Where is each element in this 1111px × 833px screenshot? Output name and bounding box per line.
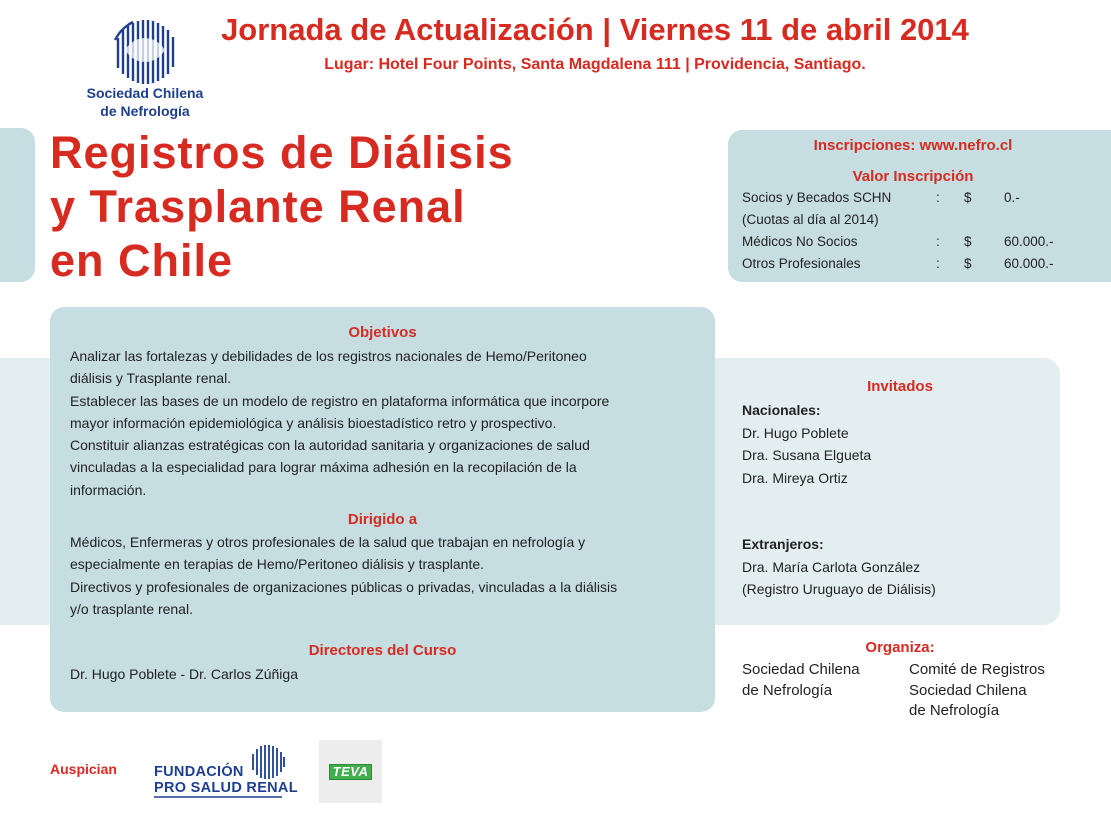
price-currency: $: [964, 234, 972, 249]
organizer-line: Sociedad Chilena: [742, 661, 860, 678]
price-currency: $: [964, 190, 972, 205]
decorative-band-top: [0, 128, 35, 282]
organizer-line: Comité de Registros: [909, 661, 1045, 678]
main-title: [50, 126, 514, 288]
objetivos-line: diálisis y Trasplante renal.: [70, 370, 232, 387]
price-row: [742, 212, 1102, 232]
invitados-nacionales: [742, 399, 871, 489]
objetivos-text: [70, 345, 700, 501]
valor-inscripcion-heading: Valor Inscripción: [852, 168, 974, 185]
objetivos-line: vinculadas a la especialidad para lograr máxima adhesión en la recopilación de la: [70, 459, 577, 476]
teva-wordmark: TEVA: [329, 764, 373, 780]
price-label: (Cuotas al día al 2014): [742, 212, 879, 227]
price-label: Otros Profesionales: [742, 256, 861, 271]
organizer-society: [742, 660, 860, 701]
invitados-extranjeros: [742, 533, 936, 601]
directores-heading: Directores del Curso: [308, 642, 457, 659]
organizer-line: Sociedad Chilena: [909, 681, 1027, 699]
event-place: Lugar: Hotel Four Points, Santa Magdalena 111 | Providencia, Santiago.: [324, 56, 866, 73]
dirigido-line: especialmente en terapias de Hemo/Peritoneo diálisis y trasplante.: [70, 556, 485, 573]
organizer-line: de Nefrología: [909, 702, 1000, 719]
dirigido-line: Directivos y profesionales de organizaciones públicas o privadas, vinculadas a la diálisis: [70, 578, 618, 595]
price-colon: :: [936, 234, 940, 249]
inscripciones-link[interactable]: Inscripciones: www.nefro.cl: [813, 137, 1013, 154]
main-title-line1: Registros de Diálisis: [50, 127, 514, 178]
price-amount: 60.000.-: [1004, 256, 1054, 271]
dirigido-line: y/o trasplante renal.: [70, 600, 193, 617]
price-label: Médicos No Socios: [742, 234, 858, 249]
objetivos-heading: Objetivos: [348, 324, 417, 341]
logo-text-line1: Sociedad Chilena: [86, 85, 204, 101]
price-row: [742, 256, 1102, 276]
price-label: Socios y Becados SCHN: [742, 190, 892, 205]
dirigido-line: Médicos, Enfermeras y otros profesionales de la salud que trabajan en nefrología y: [70, 534, 586, 550]
price-amount: 0.-: [1004, 190, 1020, 205]
objetivos-line: mayor información epidemiológica y análisis bioestadístico retro y prospectivo.: [70, 414, 557, 431]
fundacion-line2: PRO SALUD RENAL: [154, 780, 298, 796]
guest-name: Dra. María Carlota González: [742, 558, 921, 575]
price-colon: :: [936, 256, 940, 271]
price-row: [742, 234, 1102, 254]
dirigido-heading: Dirigido a: [347, 511, 418, 528]
dirigido-text: [70, 531, 700, 620]
organizer-committee: [909, 660, 1045, 722]
main-title-line2: y Trasplante Renal: [50, 181, 466, 232]
society-logo-text: [70, 84, 220, 120]
logo-text-line2: de Nefrología: [100, 103, 190, 119]
directores-names: Dr. Hugo Poblete - Dr. Carlos Zúñiga: [70, 666, 298, 682]
guest-name: Dr. Hugo Poblete: [742, 424, 849, 441]
price-amount: 60.000.-: [1004, 234, 1054, 249]
guest-name: Dra. Mireya Ortiz: [742, 469, 848, 486]
objetivos-line: información.: [70, 481, 147, 498]
organizer-line: de Nefrología: [742, 681, 833, 699]
guest-name: Dra. Susana Elgueta: [742, 447, 872, 463]
auspician-label: Auspician: [50, 761, 117, 777]
main-title-line3: en Chile: [50, 235, 234, 286]
price-currency: $: [964, 256, 972, 271]
guest-affiliation: (Registro Uruguayo de Diálisis): [742, 581, 936, 597]
teva-logo: [319, 740, 382, 803]
price-row: [742, 190, 1102, 210]
nacionales-label: Nacionales:: [742, 402, 821, 418]
fundacion-line1: FUNDACIÓN: [154, 764, 244, 780]
extranjeros-label: Extranjeros:: [742, 536, 824, 552]
objetivos-line: Constituir alianzas estratégicas con la autoridad sanitaria y organizaciones de salud: [70, 437, 590, 454]
organiza-heading: Organiza:: [865, 639, 935, 656]
price-colon: :: [936, 190, 940, 205]
objetivos-line: Establecer las bases de un modelo de registro en plataforma informática que incorpore: [70, 392, 610, 409]
event-title: Jornada de Actualización | Viernes 11 de abril 2014: [221, 12, 969, 47]
objetivos-line: Analizar las fortalezas y debilidades de los registros nacionales de Hemo/Peritoneo: [70, 348, 587, 364]
fundacion-logo-text: [154, 764, 298, 796]
invitados-heading: Invitados: [867, 378, 933, 395]
